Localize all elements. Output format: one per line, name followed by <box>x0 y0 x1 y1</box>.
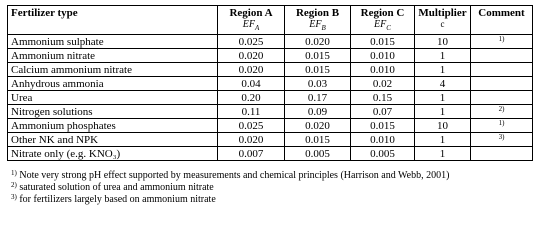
fertilizer-type-cell: Calcium ammonium nitrate <box>8 63 218 77</box>
fertilizer-type-cell: Nitrate only (e.g. KNO₃) <box>8 147 218 161</box>
region-a-header <box>218 6 285 35</box>
table-row <box>8 35 533 49</box>
multiplier-value: 10 <box>415 35 471 49</box>
region-c-ef-symbol: $EF_C$ <box>374 19 391 32</box>
fertilizer-type-cell: Anhydrous ammonia <box>8 77 218 91</box>
region-b-ef-symbol: $EF_B$ <box>309 19 326 32</box>
region-b-label: Region B <box>295 7 340 19</box>
comment-cell <box>471 91 533 105</box>
fertilizer-type-cell: Nitrogen solutions <box>8 105 218 119</box>
region-a-value: 0.025 <box>218 35 285 49</box>
region-c-value: 0.010 <box>351 63 415 77</box>
table-row <box>8 91 533 105</box>
multiplier-value: 1 <box>415 133 471 147</box>
fertilizer-emission-table <box>7 5 533 161</box>
region-b-value: 0.03 <box>285 77 351 91</box>
multiplier-symbol: c <box>440 19 445 29</box>
region-a-value: 0.020 <box>218 63 285 77</box>
region-b-value: 0.020 <box>285 119 351 133</box>
table-row <box>8 63 533 77</box>
region-c-value: 0.010 <box>351 49 415 63</box>
comment-cell <box>471 77 533 91</box>
comment-cell: 1) <box>471 119 533 133</box>
region-c-value: 0.015 <box>351 119 415 133</box>
region-a-value: 0.025 <box>218 119 285 133</box>
table-row <box>8 49 533 63</box>
region-b-value: 0.09 <box>285 105 351 119</box>
multiplier-value: 1 <box>415 105 471 119</box>
footnote-3: $^{3)}$ for fertilizers largely based on ammonium nitrate <box>11 193 216 205</box>
table-row <box>8 133 533 147</box>
region-a-value: 0.020 <box>218 49 285 63</box>
region-c-value: 0.005 <box>351 147 415 161</box>
comment-header: Comment <box>471 6 533 35</box>
comment-cell <box>471 147 533 161</box>
region-b-value: 0.015 <box>285 49 351 63</box>
table-row <box>8 147 533 161</box>
table-row <box>8 77 533 91</box>
fertilizer-type-header: Fertilizer type <box>8 6 218 35</box>
comment-cell <box>471 63 533 77</box>
region-a-value: 0.11 <box>218 105 285 119</box>
table-header-row <box>8 6 533 35</box>
region-b-value: 0.17 <box>285 91 351 105</box>
comment-cell: 2) <box>471 105 533 119</box>
table-row <box>8 105 533 119</box>
comment-cell: 3) <box>471 133 533 147</box>
fertilizer-type-cell: Ammonium nitrate <box>8 49 218 63</box>
region-a-value: 0.007 <box>218 147 285 161</box>
fertilizer-type-cell: Urea <box>8 91 218 105</box>
region-c-value: 0.07 <box>351 105 415 119</box>
comment-cell <box>471 49 533 63</box>
multiplier-label: Multiplier <box>418 7 467 19</box>
multiplier-value: 1 <box>415 147 471 161</box>
fertilizer-type-cell: Ammonium sulphate <box>8 35 218 49</box>
region-c-label: Region C <box>360 7 405 19</box>
multiplier-header <box>415 6 471 35</box>
region-b-header <box>285 6 351 35</box>
region-c-header <box>351 6 415 35</box>
region-a-value: 0.04 <box>218 77 285 91</box>
region-c-value: 0.015 <box>351 35 415 49</box>
region-a-value: 0.20 <box>218 91 285 105</box>
region-b-value: 0.005 <box>285 147 351 161</box>
region-b-value: 0.015 <box>285 63 351 77</box>
fertilizer-type-cell: Ammonium phosphates <box>8 119 218 133</box>
footnote-2: $^{2)}$ saturated solution of urea and ammonium nitrate <box>11 181 214 193</box>
multiplier-value: 1 <box>415 49 471 63</box>
region-c-value: 0.02 <box>351 77 415 91</box>
fertilizer-type-cell: Other NK and NPK <box>8 133 218 147</box>
region-c-value: 0.010 <box>351 133 415 147</box>
multiplier-value: 1 <box>415 91 471 105</box>
region-c-value: 0.15 <box>351 91 415 105</box>
comment-cell: 1) <box>471 35 533 49</box>
region-b-value: 0.015 <box>285 133 351 147</box>
region-a-value: 0.020 <box>218 133 285 147</box>
region-b-value: 0.020 <box>285 35 351 49</box>
region-a-ef-symbol: $EF_A$ <box>242 19 260 32</box>
footnote-1: $^{1)}$ Note very strong pH effect supported by measurements and chemical principles (Harrison and Webb, 2001) <box>11 169 450 181</box>
multiplier-value: 4 <box>415 77 471 91</box>
table-row <box>8 119 533 133</box>
footnotes <box>11 170 449 206</box>
multiplier-value: 10 <box>415 119 471 133</box>
region-a-label: Region A <box>229 7 273 19</box>
multiplier-value: 1 <box>415 63 471 77</box>
